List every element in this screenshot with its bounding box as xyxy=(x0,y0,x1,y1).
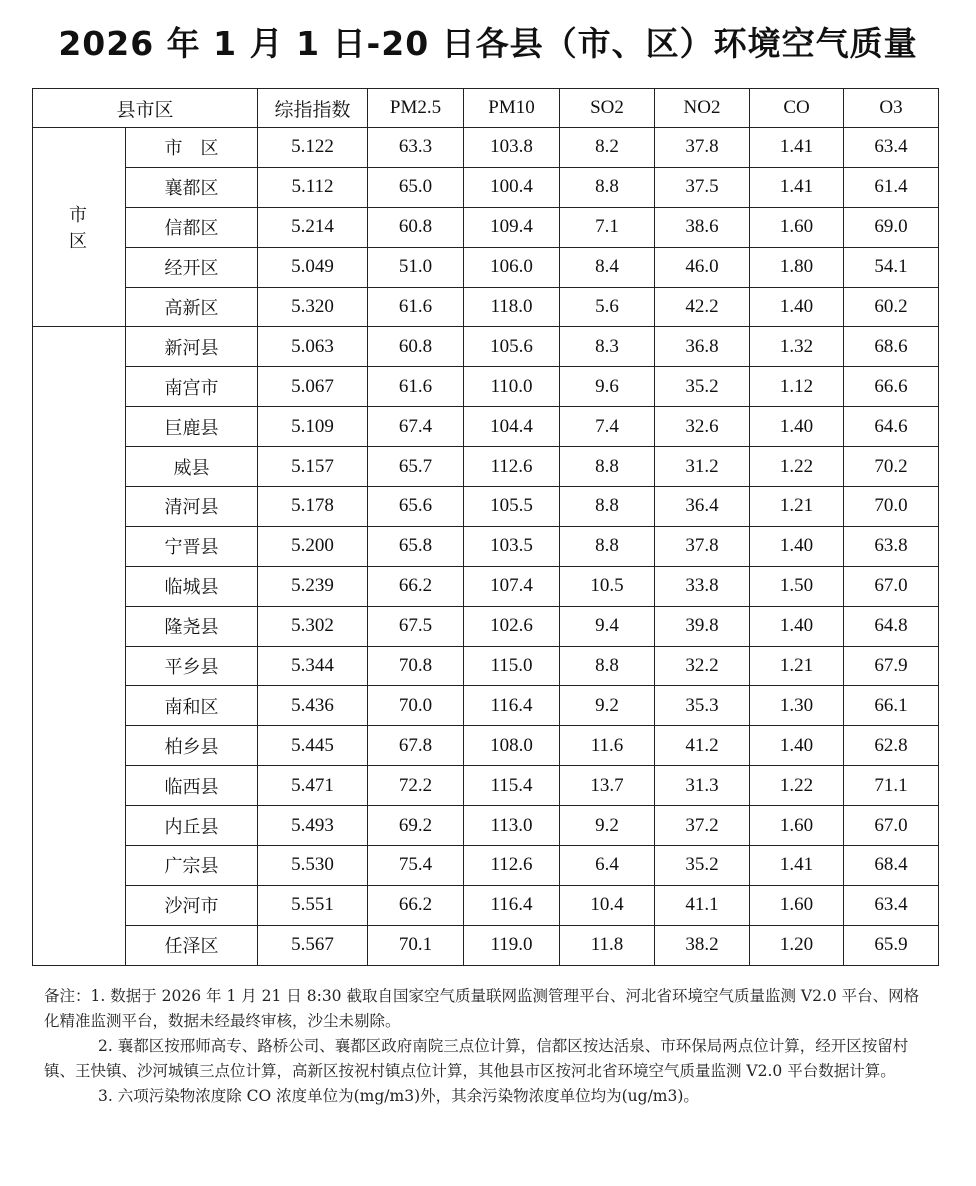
cell-index: 5.109 xyxy=(258,407,368,447)
cell-pm25: 65.0 xyxy=(368,167,464,207)
table-row xyxy=(33,566,939,606)
cell-o3: 63.4 xyxy=(844,885,939,925)
cell-co: 1.22 xyxy=(750,447,844,487)
cell-index: 5.157 xyxy=(258,447,368,487)
cell-pm10: 102.6 xyxy=(464,606,560,646)
cell-index: 5.063 xyxy=(258,327,368,367)
district-name: 临西县 xyxy=(126,766,258,806)
cell-o3: 65.9 xyxy=(844,925,939,965)
district-name: 沙河市 xyxy=(126,885,258,925)
cell-no2: 37.8 xyxy=(655,526,750,566)
cell-no2: 32.2 xyxy=(655,646,750,686)
cell-o3: 68.4 xyxy=(844,846,939,886)
cell-so2: 9.4 xyxy=(560,606,655,646)
cell-pm25: 60.8 xyxy=(368,207,464,247)
cell-pm10: 109.4 xyxy=(464,207,560,247)
district-name: 威县 xyxy=(126,447,258,487)
cell-index: 5.567 xyxy=(258,925,368,965)
cell-so2: 8.3 xyxy=(560,327,655,367)
district-name: 柏乡县 xyxy=(126,726,258,766)
cell-no2: 35.2 xyxy=(655,367,750,407)
header-region: 县市区 xyxy=(33,89,258,128)
cell-pm25: 66.2 xyxy=(368,566,464,606)
table-row xyxy=(33,526,939,566)
district-name: 隆尧县 xyxy=(126,606,258,646)
cell-index: 5.112 xyxy=(258,167,368,207)
cell-no2: 37.8 xyxy=(655,128,750,168)
cell-co: 1.30 xyxy=(750,686,844,726)
cell-index: 5.122 xyxy=(258,128,368,168)
cell-so2: 13.7 xyxy=(560,766,655,806)
cell-pm10: 112.6 xyxy=(464,846,560,886)
district-name: 新河县 xyxy=(126,327,258,367)
cell-pm10: 110.0 xyxy=(464,367,560,407)
table-row xyxy=(33,766,939,806)
cell-no2: 38.2 xyxy=(655,925,750,965)
table-row xyxy=(33,247,939,287)
cell-no2: 31.3 xyxy=(655,766,750,806)
cell-o3: 60.2 xyxy=(844,287,939,327)
table-row xyxy=(33,367,939,407)
cell-no2: 39.8 xyxy=(655,606,750,646)
table-row xyxy=(33,447,939,487)
cell-co: 1.32 xyxy=(750,327,844,367)
cell-o3: 67.0 xyxy=(844,566,939,606)
cell-so2: 8.8 xyxy=(560,646,655,686)
cell-index: 5.302 xyxy=(258,606,368,646)
notes xyxy=(44,984,934,1109)
district-name: 南和区 xyxy=(126,686,258,726)
cell-so2: 6.4 xyxy=(560,846,655,886)
cell-co: 1.20 xyxy=(750,925,844,965)
cell-no2: 35.3 xyxy=(655,686,750,726)
cell-pm10: 112.6 xyxy=(464,447,560,487)
district-name: 高新区 xyxy=(126,287,258,327)
cell-pm10: 116.4 xyxy=(464,686,560,726)
cell-o3: 61.4 xyxy=(844,167,939,207)
cell-o3: 63.8 xyxy=(844,526,939,566)
cell-pm25: 63.3 xyxy=(368,128,464,168)
district-name: 襄都区 xyxy=(126,167,258,207)
district-name: 平乡县 xyxy=(126,646,258,686)
cell-so2: 11.6 xyxy=(560,726,655,766)
cell-pm25: 67.8 xyxy=(368,726,464,766)
district-name: 经开区 xyxy=(126,247,258,287)
cell-so2: 10.4 xyxy=(560,885,655,925)
cell-o3: 70.2 xyxy=(844,447,939,487)
cell-pm10: 118.0 xyxy=(464,287,560,327)
cell-so2: 8.8 xyxy=(560,447,655,487)
table-body xyxy=(33,128,939,966)
note-1: 备注：1. 数据于 2026 年 1 月 21 日 8:30 截取自国家空气质量联网监测管理平台、河北省环境空气质量监测 V2.0 平台、网格化精准监测平台，数据未经最终审核，沙尘未剔除。 xyxy=(44,987,920,1030)
cell-no2: 37.5 xyxy=(655,167,750,207)
cell-no2: 32.6 xyxy=(655,407,750,447)
cell-co: 1.60 xyxy=(750,207,844,247)
table-row xyxy=(33,606,939,646)
cell-co: 1.40 xyxy=(750,287,844,327)
cell-so2: 8.8 xyxy=(560,487,655,527)
table-row xyxy=(33,925,939,965)
cell-so2: 5.6 xyxy=(560,287,655,327)
cell-no2: 38.6 xyxy=(655,207,750,247)
header-so2: SO2 xyxy=(560,89,655,128)
header-pm25: PM2.5 xyxy=(368,89,464,128)
cell-co: 1.12 xyxy=(750,367,844,407)
cell-pm25: 61.6 xyxy=(368,287,464,327)
cell-o3: 66.1 xyxy=(844,686,939,726)
table-row xyxy=(33,487,939,527)
cell-no2: 41.1 xyxy=(655,885,750,925)
cell-index: 5.344 xyxy=(258,646,368,686)
cell-co: 1.21 xyxy=(750,487,844,527)
cell-so2: 9.6 xyxy=(560,367,655,407)
cell-co: 1.41 xyxy=(750,167,844,207)
table-row xyxy=(33,806,939,846)
table-row xyxy=(33,846,939,886)
cell-pm10: 105.6 xyxy=(464,327,560,367)
cell-index: 5.436 xyxy=(258,686,368,726)
cell-o3: 62.8 xyxy=(844,726,939,766)
district-name: 南宫市 xyxy=(126,367,258,407)
district-name: 宁晋县 xyxy=(126,526,258,566)
cell-co: 1.60 xyxy=(750,806,844,846)
cell-so2: 7.4 xyxy=(560,407,655,447)
air-quality-table xyxy=(32,88,939,966)
cell-co: 1.21 xyxy=(750,646,844,686)
cell-o3: 66.6 xyxy=(844,367,939,407)
cell-pm25: 61.6 xyxy=(368,367,464,407)
table-row xyxy=(33,167,939,207)
cell-no2: 36.8 xyxy=(655,327,750,367)
cell-no2: 41.2 xyxy=(655,726,750,766)
cell-so2: 11.8 xyxy=(560,925,655,965)
cell-no2: 35.2 xyxy=(655,846,750,886)
cell-pm25: 70.0 xyxy=(368,686,464,726)
district-name: 任泽区 xyxy=(126,925,258,965)
cell-o3: 70.0 xyxy=(844,487,939,527)
cell-pm10: 119.0 xyxy=(464,925,560,965)
cell-so2: 8.8 xyxy=(560,167,655,207)
cell-no2: 46.0 xyxy=(655,247,750,287)
cell-co: 1.41 xyxy=(750,128,844,168)
table-row xyxy=(33,287,939,327)
table-row xyxy=(33,407,939,447)
cell-so2: 8.8 xyxy=(560,526,655,566)
cell-index: 5.320 xyxy=(258,287,368,327)
header-index: 综指指数 xyxy=(258,89,368,128)
cell-pm25: 70.1 xyxy=(368,925,464,965)
cell-so2: 9.2 xyxy=(560,806,655,846)
district-name: 内丘县 xyxy=(126,806,258,846)
cell-pm25: 67.4 xyxy=(368,407,464,447)
table-row xyxy=(33,885,939,925)
cell-no2: 31.2 xyxy=(655,447,750,487)
district-name: 信都区 xyxy=(126,207,258,247)
cell-o3: 71.1 xyxy=(844,766,939,806)
cell-index: 5.551 xyxy=(258,885,368,925)
cell-no2: 42.2 xyxy=(655,287,750,327)
cell-so2: 10.5 xyxy=(560,566,655,606)
cell-index: 5.178 xyxy=(258,487,368,527)
cell-pm10: 100.4 xyxy=(464,167,560,207)
cell-pm25: 60.8 xyxy=(368,327,464,367)
note-3: 3. 六项污染物浓度除 CO 浓度单位为(mg/m3)外，其余污染物浓度单位均为(ug/m3)。 xyxy=(98,1087,699,1105)
note-2: 2. 襄都区按邢师高专、路桥公司、襄都区政府南院三点位计算，信都区按达活泉、市环保局两点位计算，经开区按留村镇、王快镇、沙河城镇三点位计算，高新区按祝村镇点位计算，其他县市区按河北省环境空气质量监测 V2.0 平台数据计算。 xyxy=(44,1037,909,1080)
cell-index: 5.239 xyxy=(258,566,368,606)
cell-so2: 7.1 xyxy=(560,207,655,247)
cell-so2: 8.2 xyxy=(560,128,655,168)
cell-o3: 68.6 xyxy=(844,327,939,367)
cell-o3: 69.0 xyxy=(844,207,939,247)
district-name: 市 区 xyxy=(126,128,258,168)
cell-pm25: 67.5 xyxy=(368,606,464,646)
cell-pm10: 115.0 xyxy=(464,646,560,686)
cell-co: 1.40 xyxy=(750,726,844,766)
table-row xyxy=(33,686,939,726)
cell-pm25: 51.0 xyxy=(368,247,464,287)
cell-no2: 37.2 xyxy=(655,806,750,846)
cell-o3: 67.9 xyxy=(844,646,939,686)
cell-index: 5.200 xyxy=(258,526,368,566)
cell-pm10: 103.8 xyxy=(464,128,560,168)
cell-co: 1.22 xyxy=(750,766,844,806)
district-name: 广宗县 xyxy=(126,846,258,886)
cell-pm25: 69.2 xyxy=(368,806,464,846)
cell-co: 1.40 xyxy=(750,526,844,566)
cell-co: 1.40 xyxy=(750,407,844,447)
table-row xyxy=(33,128,939,168)
cell-index: 5.214 xyxy=(258,207,368,247)
district-name: 临城县 xyxy=(126,566,258,606)
cell-co: 1.60 xyxy=(750,885,844,925)
cell-pm25: 70.8 xyxy=(368,646,464,686)
cell-no2: 33.8 xyxy=(655,566,750,606)
cell-o3: 54.1 xyxy=(844,247,939,287)
cell-o3: 63.4 xyxy=(844,128,939,168)
cell-pm25: 65.7 xyxy=(368,447,464,487)
cell-pm25: 65.8 xyxy=(368,526,464,566)
cell-pm25: 65.6 xyxy=(368,487,464,527)
table-row xyxy=(33,646,939,686)
cell-co: 1.80 xyxy=(750,247,844,287)
cell-index: 5.067 xyxy=(258,367,368,407)
cell-pm10: 106.0 xyxy=(464,247,560,287)
cell-pm10: 107.4 xyxy=(464,566,560,606)
cell-pm10: 103.5 xyxy=(464,526,560,566)
table-row xyxy=(33,207,939,247)
cell-o3: 64.8 xyxy=(844,606,939,646)
cell-pm25: 72.2 xyxy=(368,766,464,806)
cell-pm25: 66.2 xyxy=(368,885,464,925)
cell-so2: 9.2 xyxy=(560,686,655,726)
district-name: 清河县 xyxy=(126,487,258,527)
cell-o3: 67.0 xyxy=(844,806,939,846)
cell-index: 5.530 xyxy=(258,846,368,886)
cell-index: 5.471 xyxy=(258,766,368,806)
cell-pm10: 116.4 xyxy=(464,885,560,925)
cell-co: 1.40 xyxy=(750,606,844,646)
cell-index: 5.493 xyxy=(258,806,368,846)
table-row xyxy=(33,726,939,766)
cell-co: 1.41 xyxy=(750,846,844,886)
table-row xyxy=(33,327,939,367)
cell-so2: 8.4 xyxy=(560,247,655,287)
district-name: 巨鹿县 xyxy=(126,407,258,447)
cell-pm10: 105.5 xyxy=(464,487,560,527)
cell-no2: 36.4 xyxy=(655,487,750,527)
cell-index: 5.445 xyxy=(258,726,368,766)
cell-pm10: 108.0 xyxy=(464,726,560,766)
cell-pm25: 75.4 xyxy=(368,846,464,886)
header-co: CO xyxy=(750,89,844,128)
header-row xyxy=(33,89,939,128)
cell-pm10: 113.0 xyxy=(464,806,560,846)
cell-o3: 64.6 xyxy=(844,407,939,447)
group-label: 市 区 xyxy=(33,128,126,327)
cell-index: 5.049 xyxy=(258,247,368,287)
group-label xyxy=(33,327,126,966)
page-title: 2026 年 1 月 1 日-20 日各县（市、区）环境空气质量 xyxy=(58,24,918,63)
header-pm10: PM10 xyxy=(464,89,560,128)
header-o3: O3 xyxy=(844,89,939,128)
cell-pm10: 104.4 xyxy=(464,407,560,447)
cell-co: 1.50 xyxy=(750,566,844,606)
header-no2: NO2 xyxy=(655,89,750,128)
cell-pm10: 115.4 xyxy=(464,766,560,806)
